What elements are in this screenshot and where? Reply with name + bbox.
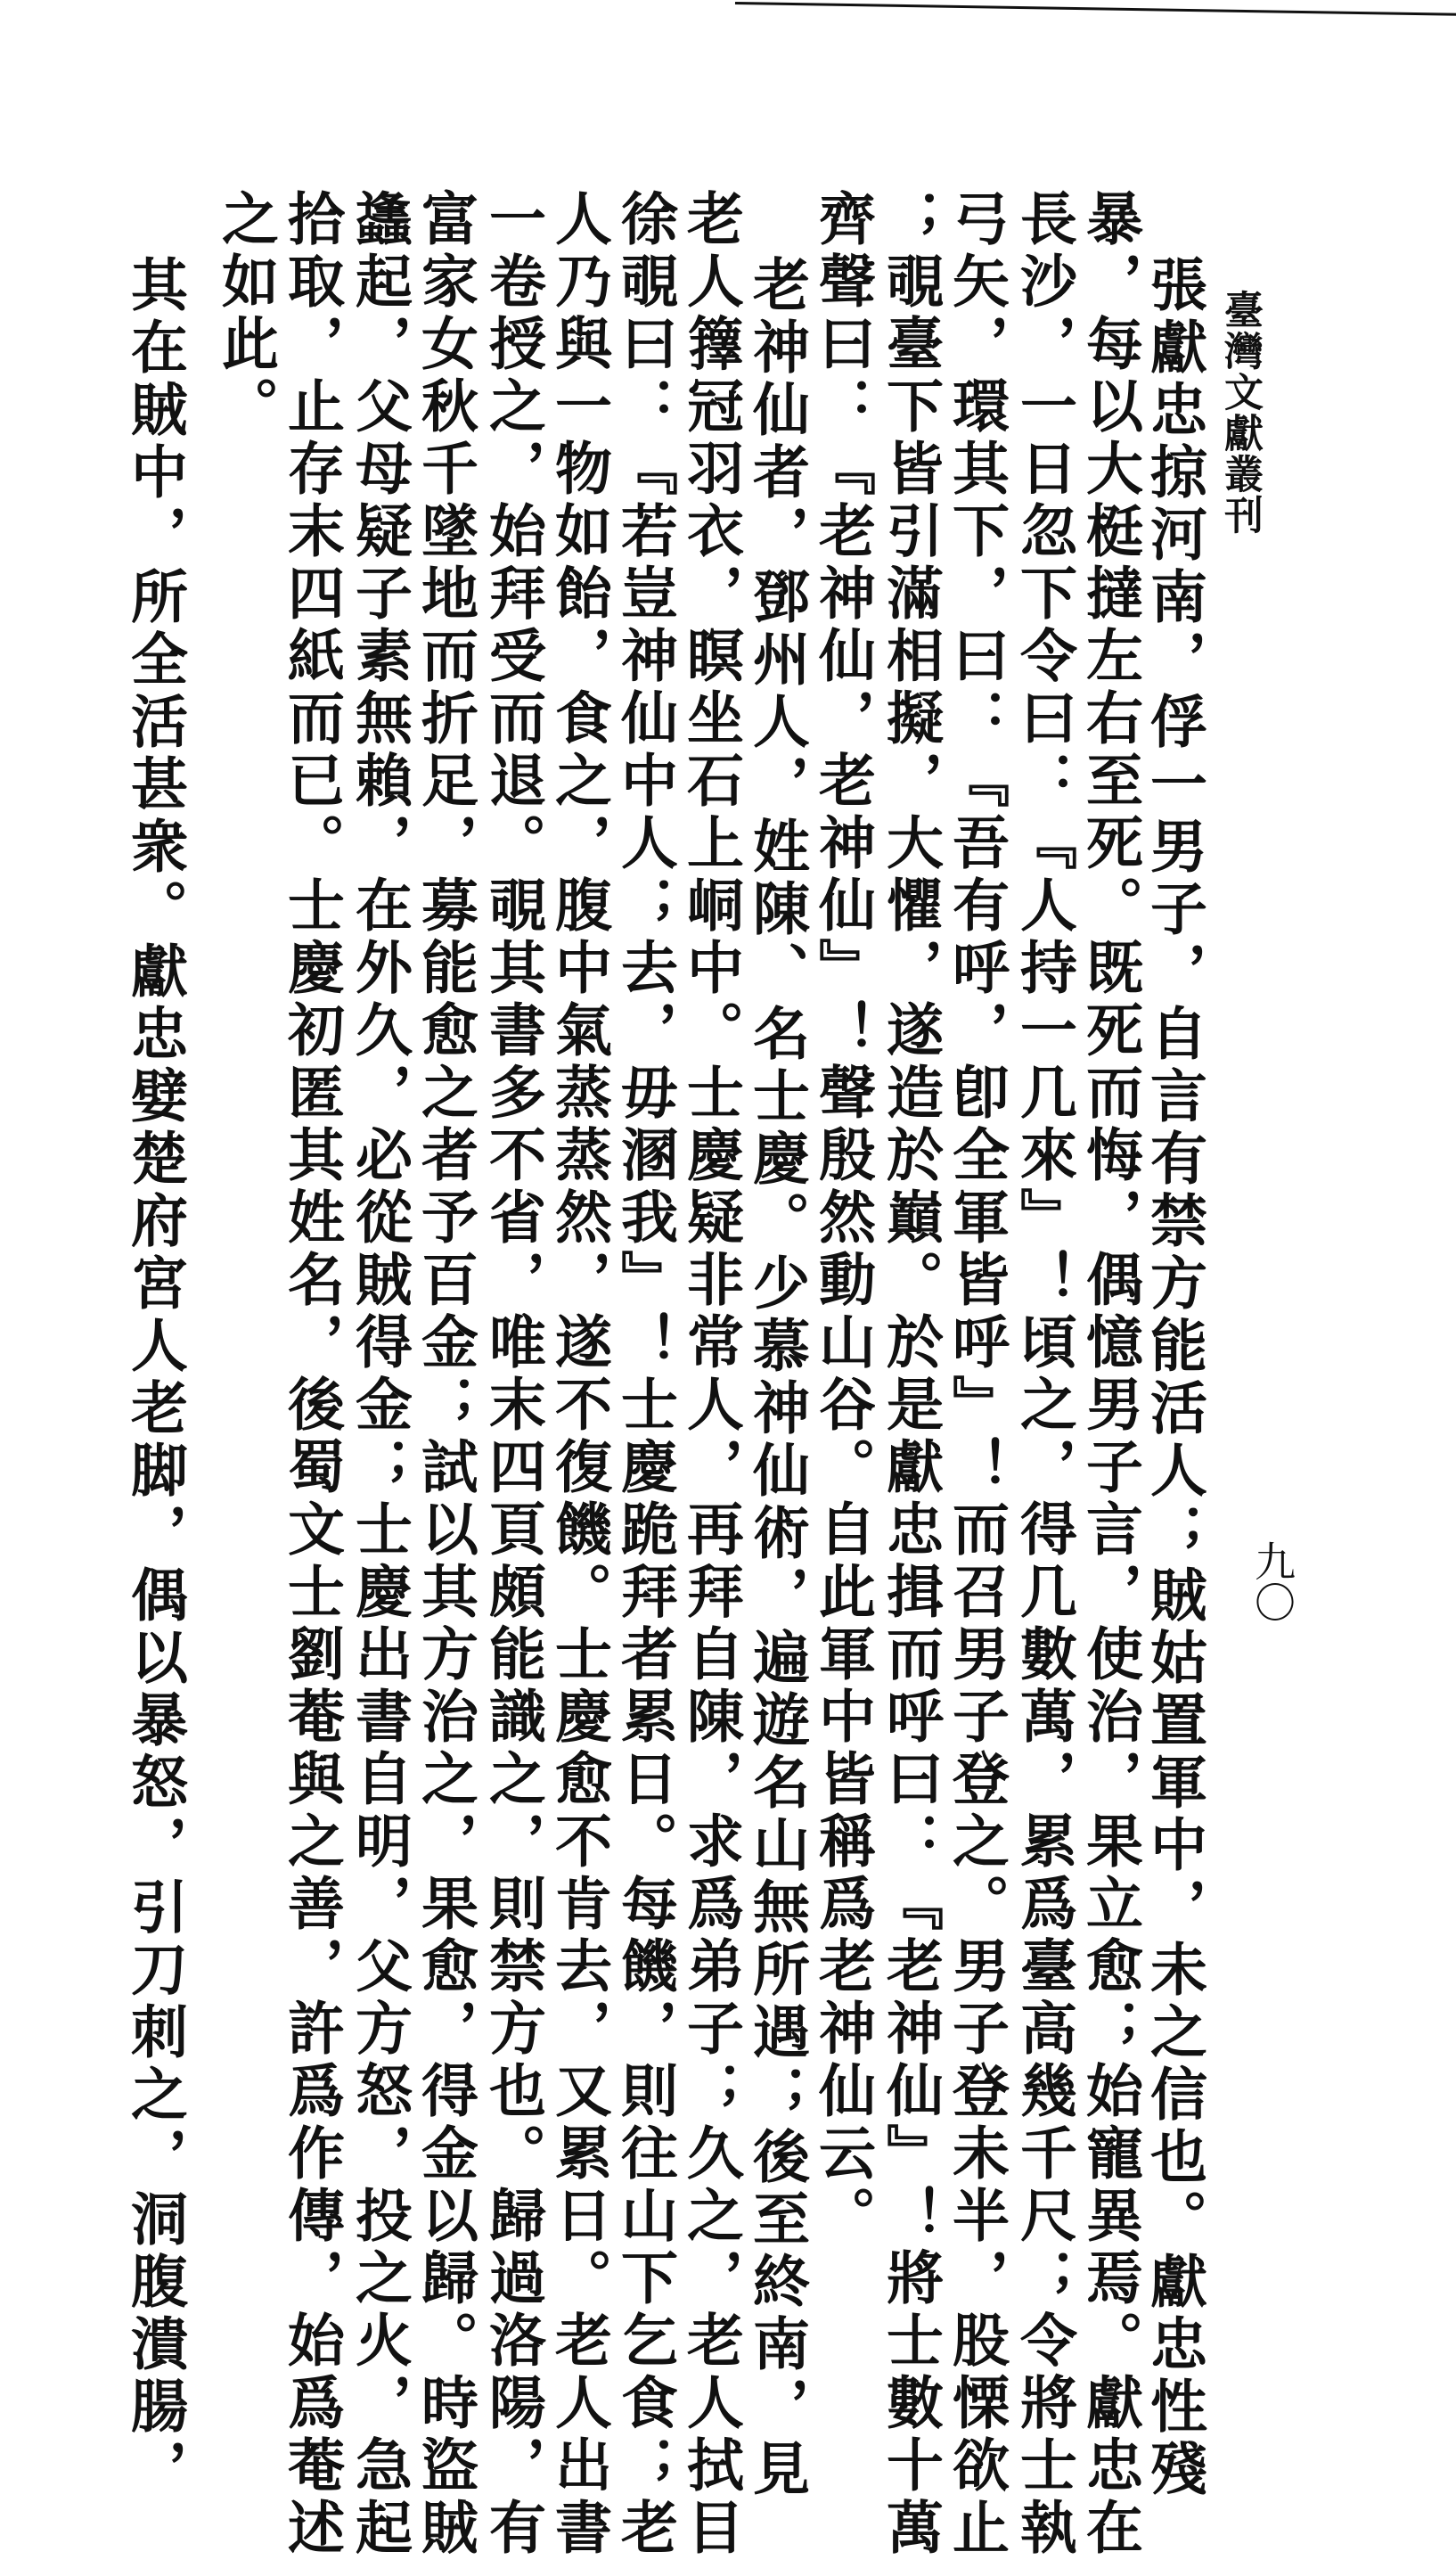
text-column-3: 長沙，一日忽下令曰：『人持一几來』！頃之，得几數萬，累爲臺高幾千尺；令將士執 <box>1010 189 1077 2560</box>
running-header-title: 臺灣文獻叢刊 <box>1217 290 1263 536</box>
text-column-10: 人乃與一物如飴，食之，腹中氣蒸蒸然，遂不復饑。士慶愈不肯去，又累日。老人出書 <box>545 189 612 2560</box>
text-column-1: 張獻忠掠河南，俘一男子，自言有禁方能活人；賊姑置軍中，未之信也。獻忠性殘 <box>1141 255 1207 2501</box>
header-rule <box>735 2 1456 16</box>
text-column-11: 一卷授之，始拜受而退。覗其書多不省，唯末四頁頗能識之，則禁方也。歸過洛陽，有 <box>479 189 546 2560</box>
text-column-16: 其在賊中，所全活甚衆。獻忠嬖楚府宮人老脚，偶以暴怒，引刀刺之，洞腹潰腸， <box>121 255 188 2501</box>
text-column-14: 拾取，止存末四紙而已。士慶初匿其姓名，後蜀文士劉菴與之善，許爲作傳，始爲菴述 <box>278 189 345 2560</box>
text-column-7: 老神仙者，鄧州人，姓陳、名士慶。少慕神仙術，遍遊名山無所遇；後至終南，見 <box>743 255 810 2501</box>
text-column-13: 蠭起，父母疑子素無賴，在外久，必從賊得金；士慶出書自明，父方怒，投之火，急起 <box>346 189 413 2560</box>
text-column-6: 齊聲曰：『老神仙，老神仙』！聲殷然動山谷。自此軍中皆稱爲老神仙云。 <box>809 189 876 2248</box>
text-column-12: 富家女秋千墜地而折足，募能愈之者予百金；試以其方治之，果愈，得金以歸。時盜賊 <box>412 189 479 2560</box>
text-column-5: ；覗臺下皆引滿相擬，大懼，遂造於巔。於是獻忠揖而呼曰：『老神仙』！將士數十萬 <box>877 189 944 2560</box>
text-column-15: 之如此。 <box>212 189 279 439</box>
text-column-8: 老人籜冠羽衣，瞑坐石上峒中。士慶疑非常人，再拜自陳，求爲弟子；久之，老人拭目 <box>677 189 744 2560</box>
page-number: 九〇 <box>1248 1540 1296 1622</box>
text-column-9: 徐覗曰：『若豈神仙中人；去，毋溷我』！士慶跪拜者累日。每饑，則往山下乞食；老 <box>611 189 678 2560</box>
text-column-4: 弓矢，環其下，曰：『吾有呼，卽全軍皆呼』！而召男子登之。男子登未半，股慄欲止 <box>943 189 1010 2560</box>
text-column-2: 暴，每以大梃撻左右至死。既死而悔，偶憶男子言，使治，果立愈；始寵異焉。獻忠在 <box>1076 189 1143 2560</box>
